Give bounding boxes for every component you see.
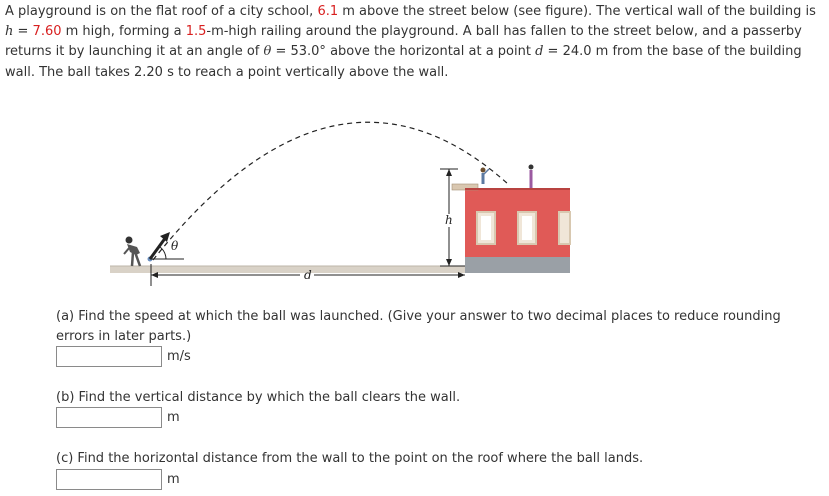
ground (110, 266, 465, 273)
velocity-arrow (150, 237, 166, 259)
part-c-answer-input[interactable] (56, 469, 162, 490)
problem-text: = (13, 24, 33, 40)
ball-trajectory (153, 122, 508, 260)
roof-children (481, 165, 534, 189)
part-c-question: (c) Find the horizontal distance from the wall to the point on the roof where the ball lands. (56, 451, 644, 466)
passerby-figure (124, 237, 140, 267)
d-label: d (304, 268, 312, 282)
problem-text: -m-high railing around the playground. A ball has fallen to the street below, and a passerby returns it by launching it at an angle of (5, 24, 802, 60)
roof-height-value: 6.1 (317, 4, 339, 19)
problem-text: = 24.0 m from the base of the building wall. The ball takes 2.20 s to reach a point vertically above the wall. (5, 44, 802, 80)
school-building (452, 184, 570, 273)
h-variable: h (5, 24, 14, 40)
problem-figure (100, 92, 600, 292)
theta-label: θ (171, 239, 179, 253)
theta-variable: θ (263, 44, 272, 60)
part-c-unit: m (167, 472, 180, 487)
h-label: h (445, 213, 453, 227)
part-b-unit: m (167, 410, 180, 425)
problem-statement (5, 2, 825, 83)
part-b-question: (b) Find the vertical distance by which the ball clears the wall. (56, 390, 461, 405)
part-b-answer-input[interactable] (56, 407, 162, 428)
part-a-answer-input[interactable] (56, 346, 162, 367)
part-a-unit: m/s (167, 349, 191, 364)
h-value: 7.60 (32, 24, 62, 40)
d-variable: d (535, 44, 544, 60)
part-a-question: (a) Find the speed at which the ball was launched. (Give your answer to two decimal places to reduce rounding errors in later parts.) (56, 309, 781, 344)
railing-value: 1.5 (185, 24, 207, 40)
problem-text: = 53.0° above the horizontal at a point (271, 44, 536, 60)
problem-text: m high, forming a (61, 24, 186, 40)
problem-text: A playground is on the flat roof of a city school, (5, 4, 318, 19)
problem-text: m above the street below (see figure). The vertical wall of the building is (338, 4, 816, 19)
